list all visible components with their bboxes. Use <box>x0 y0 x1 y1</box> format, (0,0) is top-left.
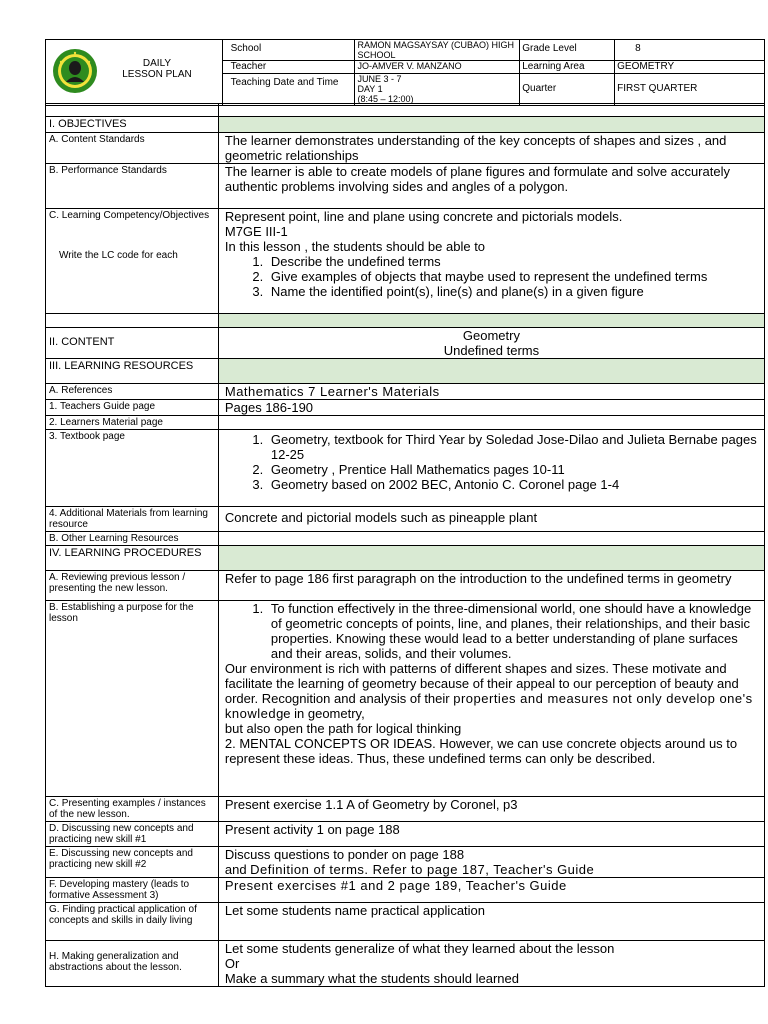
list-item: 1. To function effectively in the three-dimensional world, one should have a knowledge of geometric concepts of points, line, and planes, their relationships, and their basic properties. Knowing these would lead to a better understanding of plane surfaces and their areas, solids, and their volumes. <box>267 601 758 661</box>
objectives-fill <box>218 117 764 133</box>
references-value: Mathematics 7 Learner's Materials <box>218 384 764 400</box>
para1-text: Our environment is rich with patterns of different shapes and sizes. These motivate and facilitate the learning of geometry because of their appeal to our perception of beauty and order. Recognition and analysis of their <box>224 661 739 706</box>
competency-spacer <box>46 314 219 328</box>
tg-value: Pages 186-190 <box>218 400 764 416</box>
competency-fill <box>218 314 764 328</box>
grade-label: Grade Level <box>520 40 615 61</box>
procedure-h-line2: Or <box>224 956 240 971</box>
textbook-value <box>218 430 764 507</box>
additional-value: Concrete and pictorial models such as pineapple plant <box>218 507 764 532</box>
procedure-f-value: Present exercises #1 and 2 page 189, Teacher's Guide <box>218 878 764 903</box>
date-line2: DAY 1 <box>357 84 383 94</box>
competency-label-cell <box>46 209 219 314</box>
date-value <box>355 74 520 106</box>
competency-code: M7GE III-1 <box>224 224 288 239</box>
procedure-f-label: F. Developing mastery (leads to formative Assessment 3) <box>46 878 219 903</box>
school-seal-icon <box>52 48 98 94</box>
list-item: 2. Give examples of objects that maybe used to represent the undefined terms <box>267 269 758 284</box>
procedure-b-para1-end: but also open the path for logical thinking <box>224 721 462 736</box>
competency-intro: In this lesson , the students should be able to <box>224 239 486 254</box>
competency-label: C. Learning Competency/Objectives <box>49 210 210 221</box>
resources-heading: III. LEARNING RESOURCES <box>46 359 219 384</box>
procedure-b-value <box>218 601 764 797</box>
other-resources-label: B. Other Learning Resources <box>46 532 219 546</box>
procedure-h-value <box>218 941 764 987</box>
lesson-plan-table <box>45 103 765 987</box>
procedures-fill <box>218 546 764 571</box>
list-item: 2. Geometry , Prentice Hall Mathematics pages 10-11 <box>267 462 758 477</box>
objectives-heading: I. OBJECTIVES <box>46 117 219 133</box>
procedure-g-label: G. Finding practical application of concepts and skills in daily living <box>46 903 219 941</box>
content-heading: II. CONTENT <box>46 328 219 359</box>
teacher-value: JO-AMVER V. MANZANO <box>355 61 520 74</box>
content-standards-label: A. Content Standards <box>46 133 219 164</box>
procedure-d-label: D. Discussing new concepts and practicing new skill #1 <box>46 822 219 847</box>
additional-label: 4. Additional Materials from learning resource <box>46 507 219 532</box>
school-label: School <box>222 40 355 61</box>
textbook-label: 3. Textbook page <box>46 430 219 507</box>
logo-cell <box>46 40 223 106</box>
date-line1: JUNE 3 - 7 <box>357 74 402 84</box>
procedure-b-label: B. Establishing a purpose for the lesson <box>46 601 219 797</box>
competency-value <box>218 209 764 314</box>
lm-label: 2. Learners Material page <box>46 416 219 430</box>
e-line2-text: Definition of terms. Refer to page 187, Teacher's Guide <box>250 862 595 877</box>
quarter-label: Quarter <box>520 74 615 106</box>
content-line1: Geometry <box>462 328 520 343</box>
procedure-b-para1 <box>225 661 758 721</box>
para1-spaced: properties and measures not only develop one's knowled <box>224 691 753 721</box>
lc-code-note: Write the LC code for each <box>59 250 178 261</box>
competency-list <box>225 254 758 299</box>
date-label: Teaching Date and Time <box>222 74 355 106</box>
area-value: GEOMETRY <box>615 61 765 74</box>
grade-value: 8 <box>615 40 765 61</box>
list-item: 1. Geometry, textbook for Third Year by Soledad Jose-Dilao and Julieta Bernabe pages 12-25 <box>267 432 758 462</box>
procedure-c-label: C. Presenting examples / instances of the new lesson. <box>46 797 219 822</box>
list-item: 3. Geometry based on 2002 BEC, Antonio C. Coronel page 1-4 <box>267 477 758 492</box>
quarter-value: FIRST QUARTER <box>615 74 765 106</box>
procedure-h-line3: Make a summary what the students should learned <box>224 971 519 986</box>
resources-fill <box>218 359 764 384</box>
area-label: Learning Area <box>520 61 615 74</box>
performance-standards-label: B. Performance Standards <box>46 164 219 209</box>
content-standards-value: The learner demonstrates understanding of the key concepts of shapes and sizes , and geometric relationships <box>218 133 764 164</box>
procedure-h-label: H. Making generalization and abstractions about the lesson. <box>46 941 219 987</box>
content-line2: Undefined terms <box>443 343 540 358</box>
e-line2-prefix: and <box>224 862 251 877</box>
spacer-left <box>46 104 219 117</box>
procedure-b-list <box>225 601 758 661</box>
teacher-label: Teacher <box>222 61 355 74</box>
procedure-g-value: Let some students name practical application <box>218 903 764 941</box>
procedure-a-value: Refer to page 186 first paragraph on the introduction to the undefined terms in geometry <box>218 571 764 601</box>
competency-line1: Represent point, line and plane using concrete and pictorials models. <box>224 209 623 224</box>
other-resources-value <box>218 532 764 546</box>
header-table <box>45 39 765 106</box>
procedure-e-value <box>218 847 764 878</box>
procedure-h-line1: Let some students generalize of what they learned about the lesson <box>224 941 615 956</box>
procedure-e-label: E. Discussing new concepts and practicing new skill #2 <box>46 847 219 878</box>
tg-label: 1. Teachers Guide page <box>46 400 219 416</box>
spacer-right <box>218 104 764 117</box>
procedure-e-line2 <box>225 862 758 877</box>
list-item: 1. Describe the undefined terms <box>267 254 758 269</box>
para1-rest: ge in geometry, <box>276 706 365 721</box>
school-value: RAMON MAGSAYSAY (CUBAO) HIGH SCHOOL <box>355 40 520 61</box>
title-line2: LESSON PLAN <box>122 69 192 80</box>
procedure-a-label: A. Reviewing previous lesson / presenting the new lesson. <box>46 571 219 601</box>
date-line3: (8:45 – 12:00) <box>357 94 414 104</box>
content-value <box>218 328 764 359</box>
procedure-c-value: Present exercise 1.1 A of Geometry by Coronel, p3 <box>218 797 764 822</box>
references-label: A. References <box>46 384 219 400</box>
procedures-heading: IV. LEARNING PROCEDURES <box>46 546 219 571</box>
title-line1: DAILY <box>142 58 172 69</box>
procedure-b-para2: 2. MENTAL CONCEPTS OR IDEAS. However, we can use concrete objects around us to represent these ideas. Thus, these undefined terms can only be described. <box>224 736 738 766</box>
document-title <box>102 58 212 80</box>
procedure-d-value: Present activity 1 on page 188 <box>218 822 764 847</box>
procedure-e-line1: Discuss questions to ponder on page 188 <box>224 847 465 862</box>
textbook-list <box>225 432 758 492</box>
performance-standards-value: The learner is able to create models of plane figures and formulate and solve accurately authentic problems involving sides and angles of a polygon. <box>218 164 764 209</box>
lm-value <box>218 416 764 430</box>
list-item: 3. Name the identified point(s), line(s) and plane(s) in a given figure <box>267 284 758 299</box>
